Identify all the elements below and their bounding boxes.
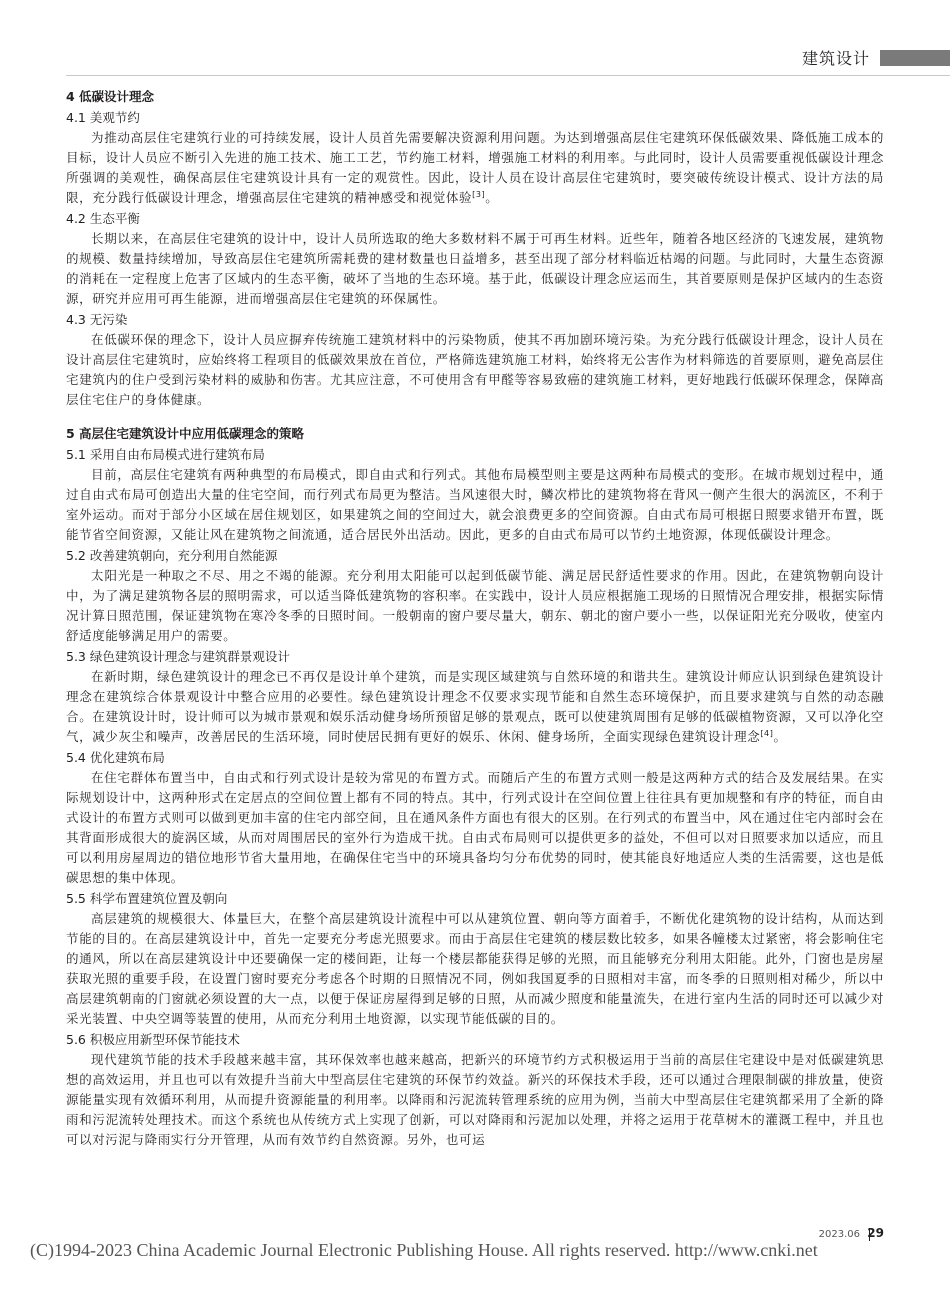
subsection-heading: 4.1 美观节约 [66,110,140,125]
subsection-heading: 5.1 采用自由布局模式进行建筑布局 [66,447,265,462]
paragraph: 目前，高层住宅建筑有两种典型的布局模式，即自由式和行列式。其他布局模型则主要是这两种布局模式的变形。在城市规划过程中，通过自由式布局可创造出大量的住宅空间，而行列式布局更为整洁。当风速很大时，鳞次栉比的建筑物将在背风一侧产生很大的涡流区，不利于室外运动。而对于部分小区域在居住规划区，如果建筑之间的空间过大，就会浪费更多的空间资源。自由式布局可根据日照要求错开布置，既能节省空间资源，又能让风在建筑物之间流通，适合居民外出活动。因此，更多的自由式布局可以节约土地资源，体现低碳设计理念。 [66,467,884,542]
paragraph: 长期以来，在高层住宅建筑的设计中，设计人员所选取的绝大多数材料不属于可再生材料。近些年，随着各地区经济的飞速发展，建筑物的规模、数量持续增加，导致高层住宅建筑所需耗费的建材数量也日益增多，甚至出现了部分材料临近枯竭的问题。与此同时，大量生态资源的消耗在一定程度上危害了区域内的生态平衡，破坏了当地的生态环境。基于此，低碳设计理念应运而生，其首要原则是保护区域内的生态资源，研究并应用可再生能源，进而增强高层住宅建筑的环保属性。 [66,231,884,306]
section-heading: 5 高层住宅建筑设计中应用低碳理念的策略 [66,426,305,441]
header-divider [66,75,950,76]
paragraph: 在住宅群体布置当中，自由式和行列式设计是较为常见的布置方式。而随后产生的布置方式则一般是这两种方式的结合及发展结果。在实际规划设计中，这两种形式在定居点的空间位置上都有不同的特点。其中，行列式设计在空间位置上往往具有更加规整和有序的特征，而自由式设计的布置方式则可以做到更加丰富的住宅内部空间，且在通风条件方面也有很大的区别。在行列式的布置当中，风在通过住宅内部时会在其背面形成很大的旋涡区域，从而对周围居民的室外行为造成干扰。自由式布局则可以提供更多的益处，不但可以对日照要求加以适应，而且可以利用房屋周边的错位地形节省大量用地，在确保住宅当中的环境具备均匀分布优势的同时，使其能良好地适应人类的生活需要，这也是低碳思想的集中体现。 [66,770,884,885]
subsection-heading: 5.3 绿色建筑设计理念与建筑群景观设计 [66,649,290,664]
header-tab-marker [880,50,950,66]
paragraph: 在新时期，绿色建筑设计的理念已不再仅是设计单个建筑，而是实现区域建筑与自然环境的和谐共生。建筑设计师应认识到绿色建筑设计理念在建筑综合体景观设计中整合应用的必要性。绿色建筑设计理念不仅要求实现节能和自然生态环境保护，而且要求建筑与自然的动态融合。在建筑设计时，设计师可以为城市景观和娱乐活动健身场所预留足够的景观点，既可以使建筑周围有足够的低碳植物资源，又可以净化空气，减少灰尘和噪声，改善居民的生活环境，同时使居民拥有更好的娱乐、休闲、健身场所，全面实现绿色建筑设计理念[4]。 [66,669,884,744]
subsection-heading: 4.2 生态平衡 [66,211,140,226]
subsection-heading: 5.6 积极应用新型环保节能技术 [66,1032,240,1047]
paragraph: 在低碳环保的理念下，设计人员应摒弃传统施工建筑材料中的污染物质，使其不再加剧环境污染。为充分践行低碳设计理念，设计人员在设计高层住宅建筑时，应始终将工程项目的低碳效果放在首位，严格筛选建筑施工材料，始终将无公害作为材料筛选的首要原则，避免高层住宅建筑内的住户受到污染材料的威胁和伤害。尤其应注意，不可使用含有甲醛等容易致癌的建筑施工材料，更好地践行低碳环保理念，保障高层住宅住户的身体健康。 [66,332,884,407]
cnki-copyright-watermark: (C)1994-2023 China Academic Journal Electronic Publishing House. All rights reserved. http://www.cnki.net [30,1240,818,1260]
section-heading: 4 低碳设计理念 [66,89,155,104]
citation-ref: [3] [472,189,486,199]
journal-section-label: 建筑设计 [801,49,870,68]
subsection-heading: 4.3 无污染 [66,312,128,327]
citation-ref: [4] [760,728,774,738]
page-number: 29 [867,1226,884,1240]
paragraph: 太阳光是一种取之不尽、用之不竭的能源。充分利用太阳能可以起到低碳节能、满足居民舒适性要求的作用。因此，在建筑物朝向设计中，为了满足建筑物各层的照明需求，可以适当降低建筑物的容积率。在实践中，设计人员应根据施工现场的日照情况合理安排，根据实际情况计算日照范围，保证建筑物在寒冷冬季的日照时间。一般朝南的窗户要尽量大，朝东、朝北的窗户要小一些，以保证阳光充分吸收，使室内舒适度能够满足用户的需要。 [66,568,884,643]
issue-date: 2023.06 [818,1229,860,1240]
paragraph: 现代建筑节能的技术手段越来越丰富，其环保效率也越来越高，把新兴的环境节约方式积极运用于当前的高层住宅建设中是对低碳建筑思想的高效运用，并且也可以有效提升当前大中型高层住宅建筑的环保节约效益。新兴的环保技术手段，还可以通过合理限制碳的排放量，使资源能量实现有效循环利用，从而提升资源能量的利用率。以降雨和污泥流转管理系统的应用为例，当前大中型高层住宅建筑都采用了全新的降雨和污泥流转处理技术。而这个系统也从传统方式上实现了创新，可以对降雨和污泥加以处理，并将之运用于花草树木的灌溉工程中，并且也可以对污泥与降雨实行分开管理，从而有效节约自然资源。另外，也可运 [66,1052,884,1147]
subsection-heading: 5.4 优化建筑布局 [66,750,165,765]
paragraph: 为推动高层住宅建筑行业的可持续发展，设计人员首先需要解决资源利用问题。为达到增强高层住宅建筑环保低碳效果、降低施工成本的目标，设计人员应不断引入先进的施工技术、施工工艺，节约施工材料，增强施工材料的利用率。与此同时，设计人员需要重视低碳设计理念所强调的美观性，确保高层住宅建筑设计具有一定的观赏性。因此，设计人员在设计高层住宅建筑时，要突破传统设计模式、设计方法的局限，充分践行低碳设计理念，增强高层住宅建筑的精神感受和视觉体验[3]。 [66,130,884,205]
article-body [66,87,884,1150]
subsection-heading: 5.5 科学布置建筑位置及朝向 [66,891,228,906]
paragraph: 高层建筑的规模很大、体量巨大，在整个高层建筑设计流程中可以从建筑位置、朝向等方面着手，不断优化建筑物的设计结构，从而达到节能的目的。在高层建筑设计中，首先一定要充分考虑光照要求。而由于高层住宅建筑的楼层数比较多，如果各幢楼太过紧密，将会影响住宅的通风，所以在高层建筑设计中还要确保一定的楼间距，让每一个楼层都能获得足够的光照，而且能够充分利用太阳能。此外，门窗也是房屋获取光照的重要手段，在设置门窗时要充分考虑各个时期的日照情况不同，例如我国夏季的日照相对丰富，而冬季的日照则相对稀少，所以中高层建筑朝南的门窗就必须设置的大一点，以便于保证房屋得到足够的日照，从而减少照度和能量流失，在进行室内生活的同时还可以减少对采光装置、中央空调等装置的使用，从而充分利用土地资源，以实现节能低碳的目的。 [66,911,884,1026]
subsection-heading: 5.2 改善建筑朝向，充分利用自然能源 [66,548,278,563]
